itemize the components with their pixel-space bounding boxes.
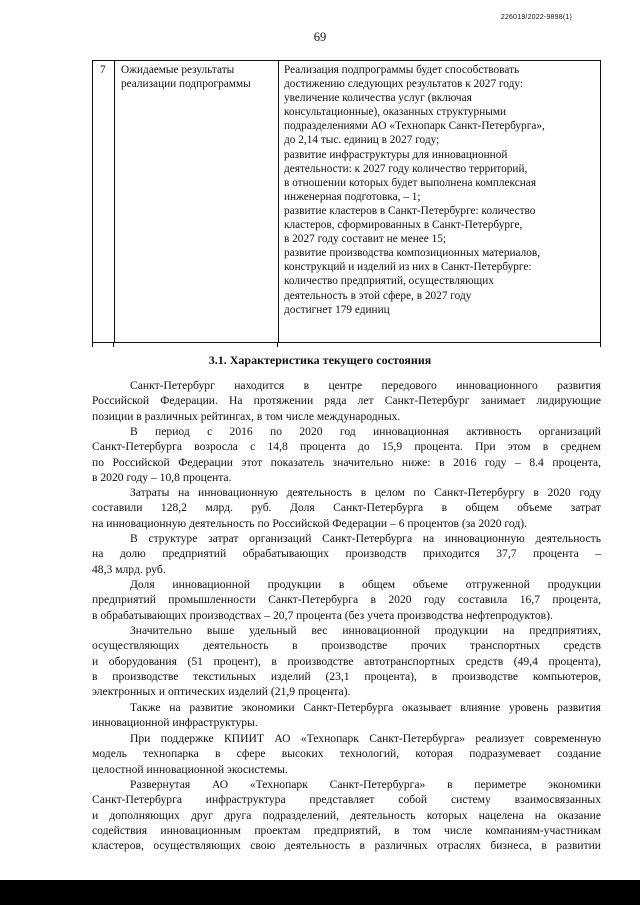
paragraph-line: в 2020 году – 10,8 процента. bbox=[92, 470, 232, 484]
table-text-line: деятельности: к 2027 году количество территорий, bbox=[284, 162, 528, 175]
paragraph-line: Санкт-Петербург находится в центре передового инновационного развития bbox=[130, 379, 601, 392]
table-text-line: конструкций и изделий из них в Санкт-Петербурге: bbox=[284, 261, 532, 274]
table-column-divider bbox=[278, 61, 279, 342]
table-text-line: деятельность в этой сфере, в 2027 году bbox=[284, 289, 472, 302]
paragraph-line: При поддержке КПИИТ АО «Технопарк Санкт-Петербурга» реализует современную bbox=[130, 732, 601, 745]
paragraph-line: и оборудования (51 процент), в производстве автотранспортных средств (49,4 процента), bbox=[92, 654, 601, 668]
table-text-line: инженерная подготовка, – 1; bbox=[284, 190, 421, 203]
table-text-line: консультационные), оказанных структурными bbox=[284, 106, 507, 119]
paragraph-line: Санкт-Петербурга возросла с 14,8 процента до 15,9 процента. При этом в среднем bbox=[92, 440, 601, 454]
paragraph bbox=[92, 424, 601, 485]
table-text-line: развитие производства композиционных материалов, bbox=[284, 247, 541, 260]
table-text-line: кластеров, сформированных в Санкт-Петербурге, bbox=[284, 219, 523, 232]
table-row-text bbox=[284, 63, 598, 317]
paragraph-line: целостной инновационной экосистемы. bbox=[92, 762, 288, 776]
paragraph bbox=[92, 378, 601, 424]
paragraph-line: кластеров, осуществляющих свою деятельность в различных отраслях бизнеса, в развитии bbox=[92, 839, 601, 853]
paragraph bbox=[92, 731, 601, 777]
paragraph-line: осуществляющих деятельность в производстве прочих транспортных средств bbox=[92, 639, 601, 653]
table-row-label bbox=[121, 63, 281, 91]
paragraph-line: модель технопарка в сфере высоких технологий, которая подразумевает создание bbox=[92, 747, 601, 761]
table-text-line: развитие кластеров в Санкт-Петербурге: количество bbox=[284, 204, 536, 217]
table-text-line: увеличение количества услуг (включая bbox=[284, 92, 472, 105]
table-text-line: Реализация подпрограммы будет способствовать bbox=[284, 64, 520, 76]
paragraph-line: Затраты на инновационную деятельность в целом по Санкт-Петербургу в 2020 году bbox=[130, 486, 601, 499]
paragraph-line: в производстве текстильных изделий (23,1 процента), в производстве компьютеров, bbox=[92, 669, 601, 683]
paragraph bbox=[92, 623, 601, 699]
table-text-line: в 2027 году составит не менее 15; bbox=[284, 233, 447, 246]
table-label-line: реализации подпрограммы bbox=[121, 78, 251, 91]
paragraph-line: по Российской Федерации этот показатель значительно ниже: в 2016 году – 8.4 процента, bbox=[92, 455, 601, 469]
table-label-line: Ожидаемые результаты bbox=[121, 64, 235, 76]
table-text-line: подразделениями АО «Технопарк Санкт-Петербурга», bbox=[284, 120, 545, 133]
paragraph-line: Российской Федерации. На протяжении ряда лет Санкт-Петербург занимает лидирующие bbox=[92, 394, 601, 408]
paragraph-line: в обрабатывающих производствах – 20,7 процента (без учета производства нефтепродуктов). bbox=[92, 608, 553, 622]
table-text-line: достигнет 179 единиц bbox=[284, 303, 390, 316]
paragraph-line: позиции в различных рейтингах, в том числе международных. bbox=[92, 409, 401, 423]
table-row-number: 7 bbox=[100, 64, 106, 76]
paragraph-line: Значительно выше удельный вес инновационной продукции на предприятиях, bbox=[130, 624, 601, 637]
paragraph-line: В структуре затрат организаций Санкт-Петербурга на инновационную деятельность bbox=[130, 532, 601, 545]
paragraph-line: предприятий промышленности Санкт-Петербурга в 2020 году составила 16,7 процента, bbox=[92, 593, 601, 607]
paragraph-line: В период с 2016 по 2020 год инновационная активность организаций bbox=[130, 425, 601, 438]
paragraph-line: Доля инновационной продукции в общем объеме отгруженной продукции bbox=[130, 578, 601, 591]
table-text-line: в отношении которых будет выполнена комплексная bbox=[284, 176, 537, 189]
paragraph-line: составили 128,2 млрд. руб. Доля Санкт-Петербурга в общем объеме затрат bbox=[92, 501, 601, 515]
page-number: 69 bbox=[313, 30, 327, 44]
document-code: 226019/2022-9898(1) bbox=[500, 14, 572, 21]
section-title: 3.1. Характеристика текущего состояния bbox=[208, 353, 432, 367]
paragraph-line: содействия инновационным проектам предприятий, в том числе компаниям-участникам bbox=[92, 823, 601, 837]
paragraph-line: 48,3 млрд. руб. bbox=[92, 562, 166, 576]
paragraph-line: Также на развитие экономики Санкт-Петербурга оказывает влияние уровень развития bbox=[130, 701, 601, 714]
paragraph bbox=[92, 485, 601, 531]
results-table bbox=[92, 60, 601, 343]
paragraph-line: Санкт-Петербурга инфраструктура представляет собой систему взаимосвязанных bbox=[92, 793, 601, 807]
paragraph-line: на долю предприятий обрабатывающих производств приходится 37,7 процента – bbox=[92, 547, 601, 561]
table-bottom-ticks bbox=[92, 343, 601, 346]
paragraph bbox=[92, 577, 601, 623]
table-text-line: до 2,14 тыс. единиц в 2027 году; bbox=[284, 134, 440, 147]
table-text-line: количество предприятий, осуществляющих bbox=[284, 275, 494, 288]
table-column-divider bbox=[114, 61, 115, 342]
paragraph bbox=[92, 531, 601, 577]
paragraph-line: и дополняющих друг друга подразделений, деятельность которых нацелена на оказание bbox=[92, 808, 601, 822]
paragraph bbox=[92, 777, 601, 853]
paragraph bbox=[92, 700, 601, 731]
paragraph-line: инновационной инфраструктуры. bbox=[92, 716, 258, 730]
paragraph-line: Развернутая АО «Технопарк Санкт-Петербурга» в периметре экономики bbox=[130, 778, 601, 791]
paragraph-line: электронных и оптических изделий (21,9 процента). bbox=[92, 685, 351, 699]
paragraph-line: на инновационную деятельность по Российской Федерации – 6 процентов (за 2020 год). bbox=[92, 516, 528, 530]
table-text-line: развитие инфраструктуры для инновационной bbox=[284, 148, 508, 161]
scan-bottom-border bbox=[0, 880, 640, 905]
table-text-line: достижению следующих результатов к 2027 году: bbox=[284, 78, 523, 91]
